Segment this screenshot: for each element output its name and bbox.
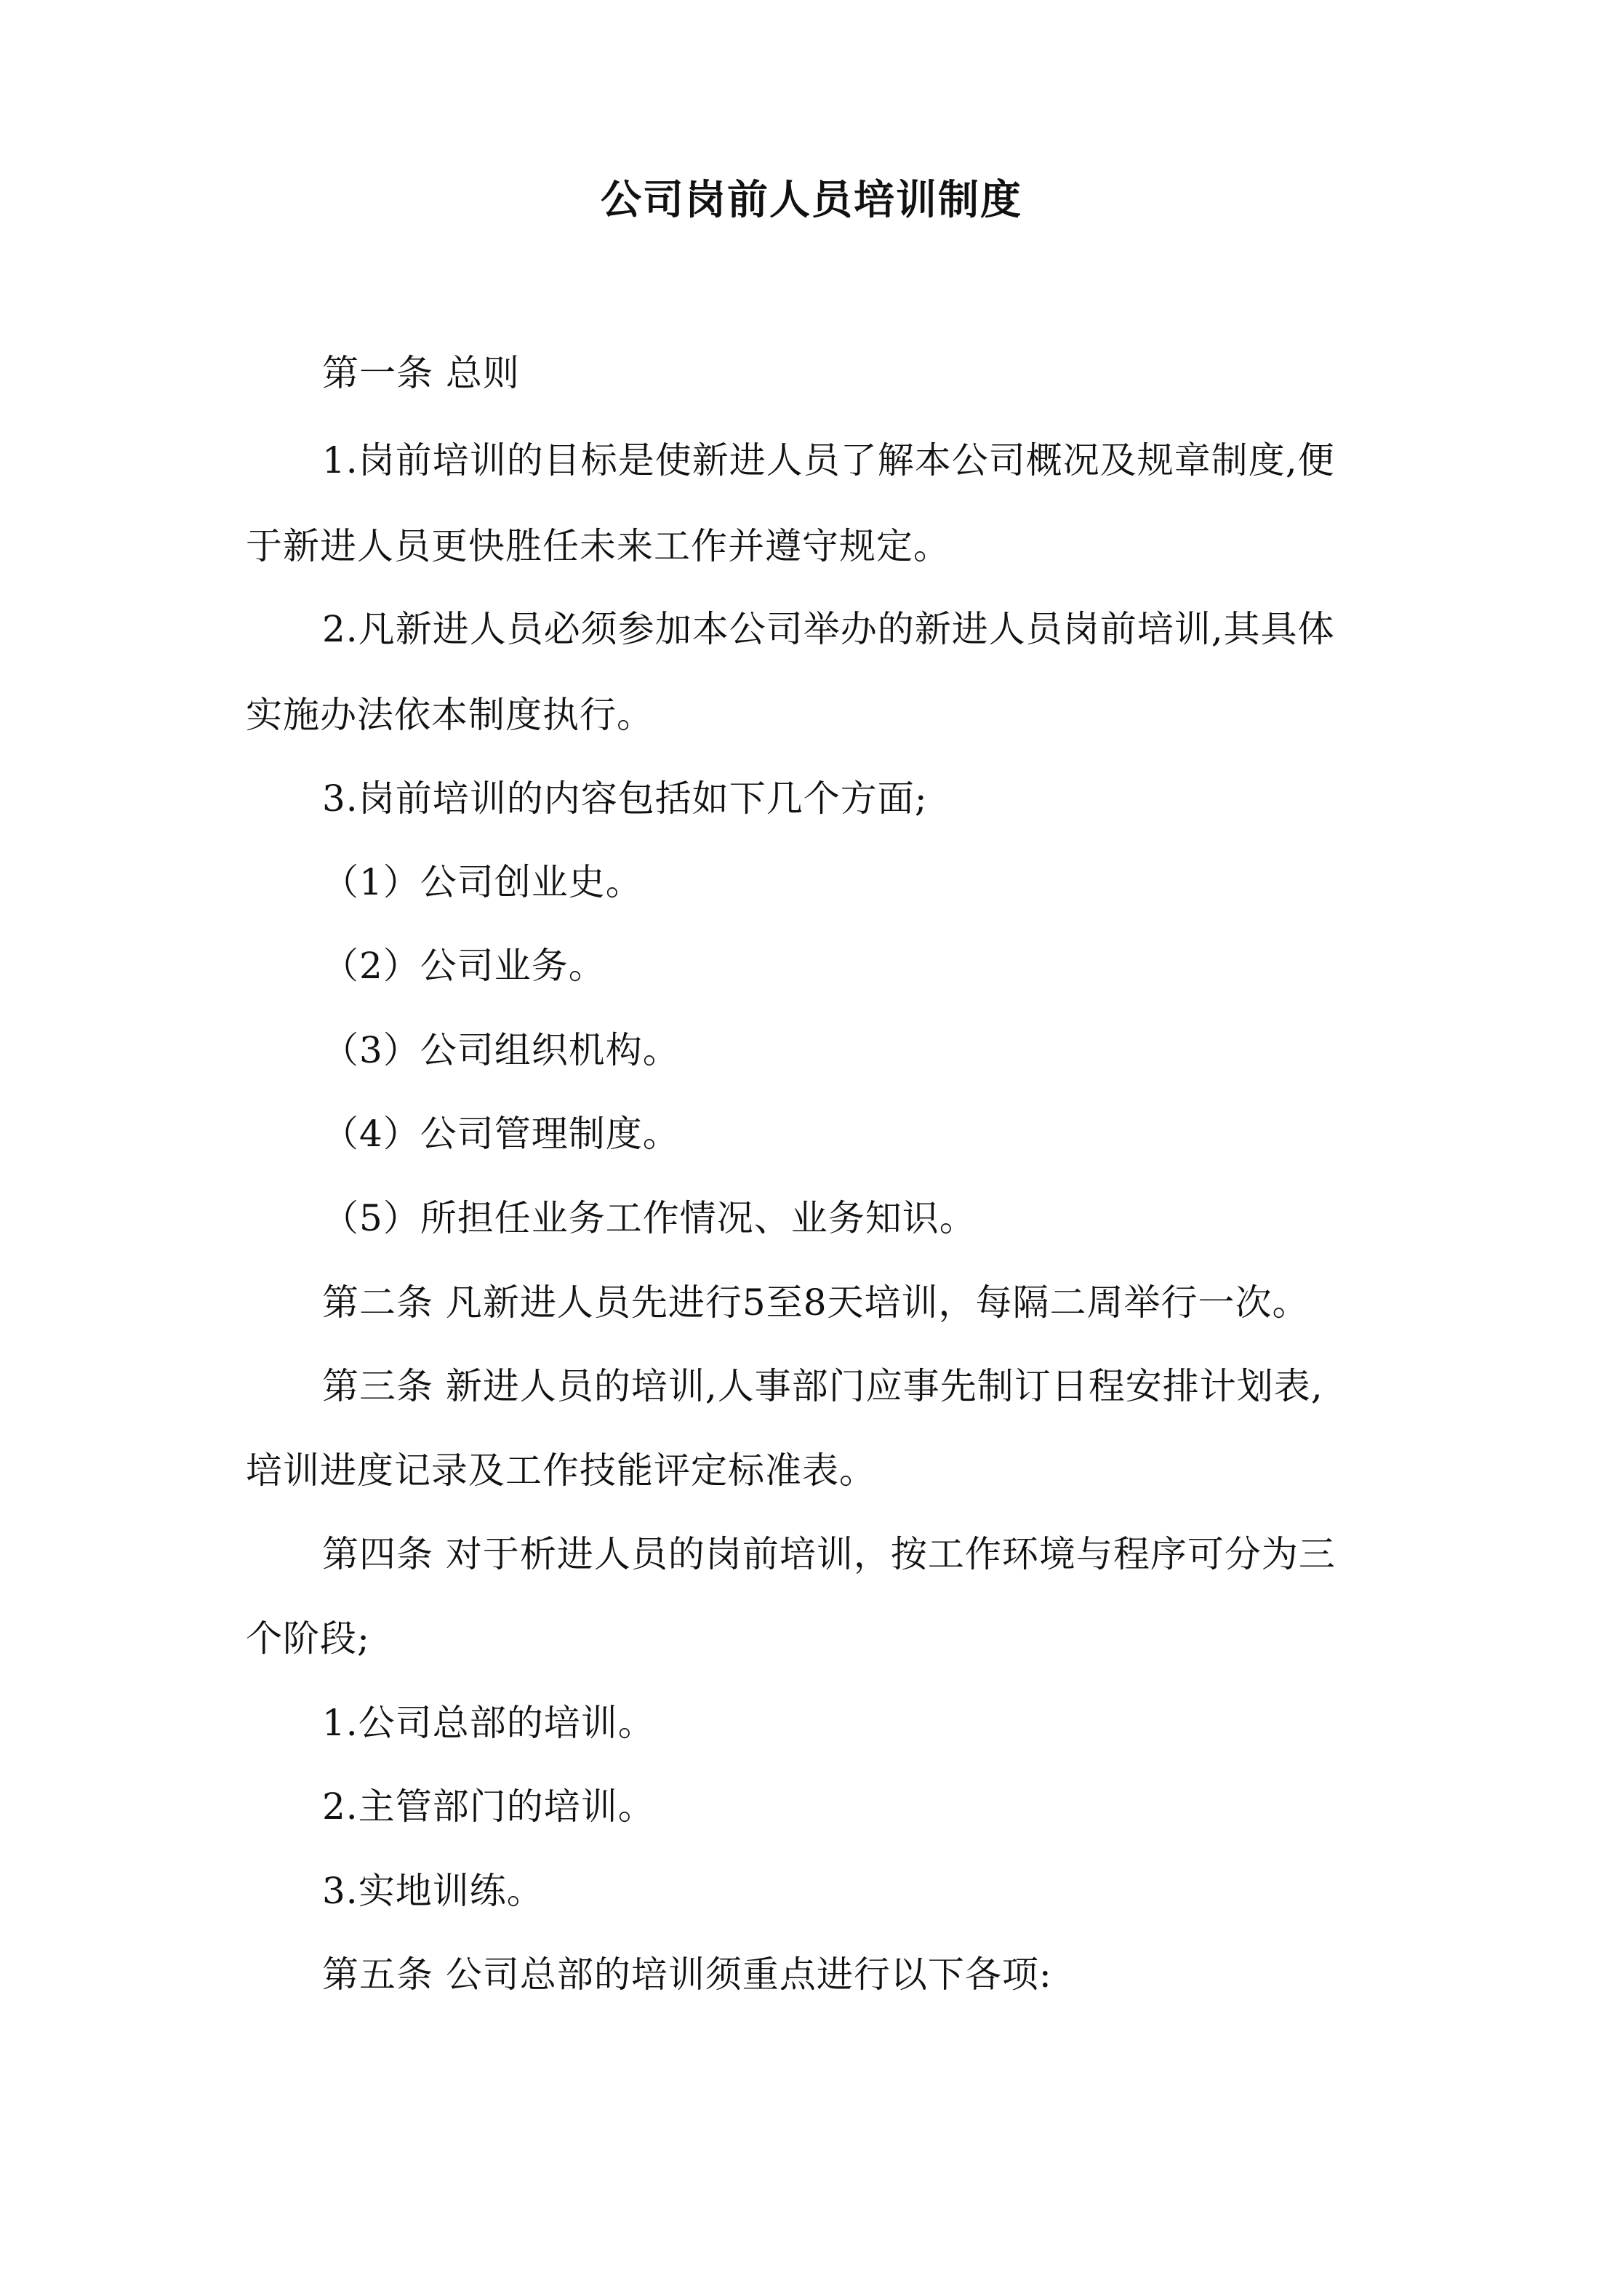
paragraph-line: 个阶段; xyxy=(246,1617,370,1660)
paragraph-line: 实施办法依本制度执行。 xyxy=(246,694,654,736)
paragraph-line: 3.岗前培训的内容包括如下几个方面; xyxy=(322,777,928,820)
list-item: （3）公司组织机构。 xyxy=(322,1029,680,1071)
article-3: 第三条 新进人员的培训,人事部门应事先制订日程安排计划表, xyxy=(322,1365,1323,1407)
article-1-heading: 第一条 总则 xyxy=(322,352,520,394)
paragraph-line: 2.凡新进人员必须参加本公司举办的新进人员岗前培训,其具体 xyxy=(322,608,1335,650)
list-item: 3.实地训练。 xyxy=(322,1870,544,1912)
list-item: 1.公司总部的培训。 xyxy=(322,1702,655,1744)
list-item: （1）公司创业史。 xyxy=(322,861,643,903)
article-4: 第四条 对于析进人员的岗前培训，按工作环境与程序可分为三 xyxy=(322,1533,1336,1575)
article-5: 第五条 公司总部的培训须重点进行以下各项: xyxy=(322,1953,1052,1996)
list-item: 2.主管部门的培训。 xyxy=(322,1785,655,1828)
list-item: （2）公司业务。 xyxy=(322,945,606,987)
list-item: （5）所担任业务工作情况、业务知识。 xyxy=(322,1197,977,1239)
paragraph-line: 1.岗前培训的目标是使新进人员了解本公司概况及规章制度,便 xyxy=(322,439,1335,481)
paragraph-line: 培训进度记录及工作技能评定标准表。 xyxy=(246,1449,876,1492)
paragraph-line: 于新进人员更快胜任未来工作并遵守规定。 xyxy=(246,525,950,567)
list-item: （4）公司管理制度。 xyxy=(322,1113,680,1155)
article-2: 第二条 凡新进人员先进行5至8天培训，每隔二周举行一次。 xyxy=(322,1281,1310,1324)
document-title: 公司岗前人员培训制度 xyxy=(601,177,1022,224)
